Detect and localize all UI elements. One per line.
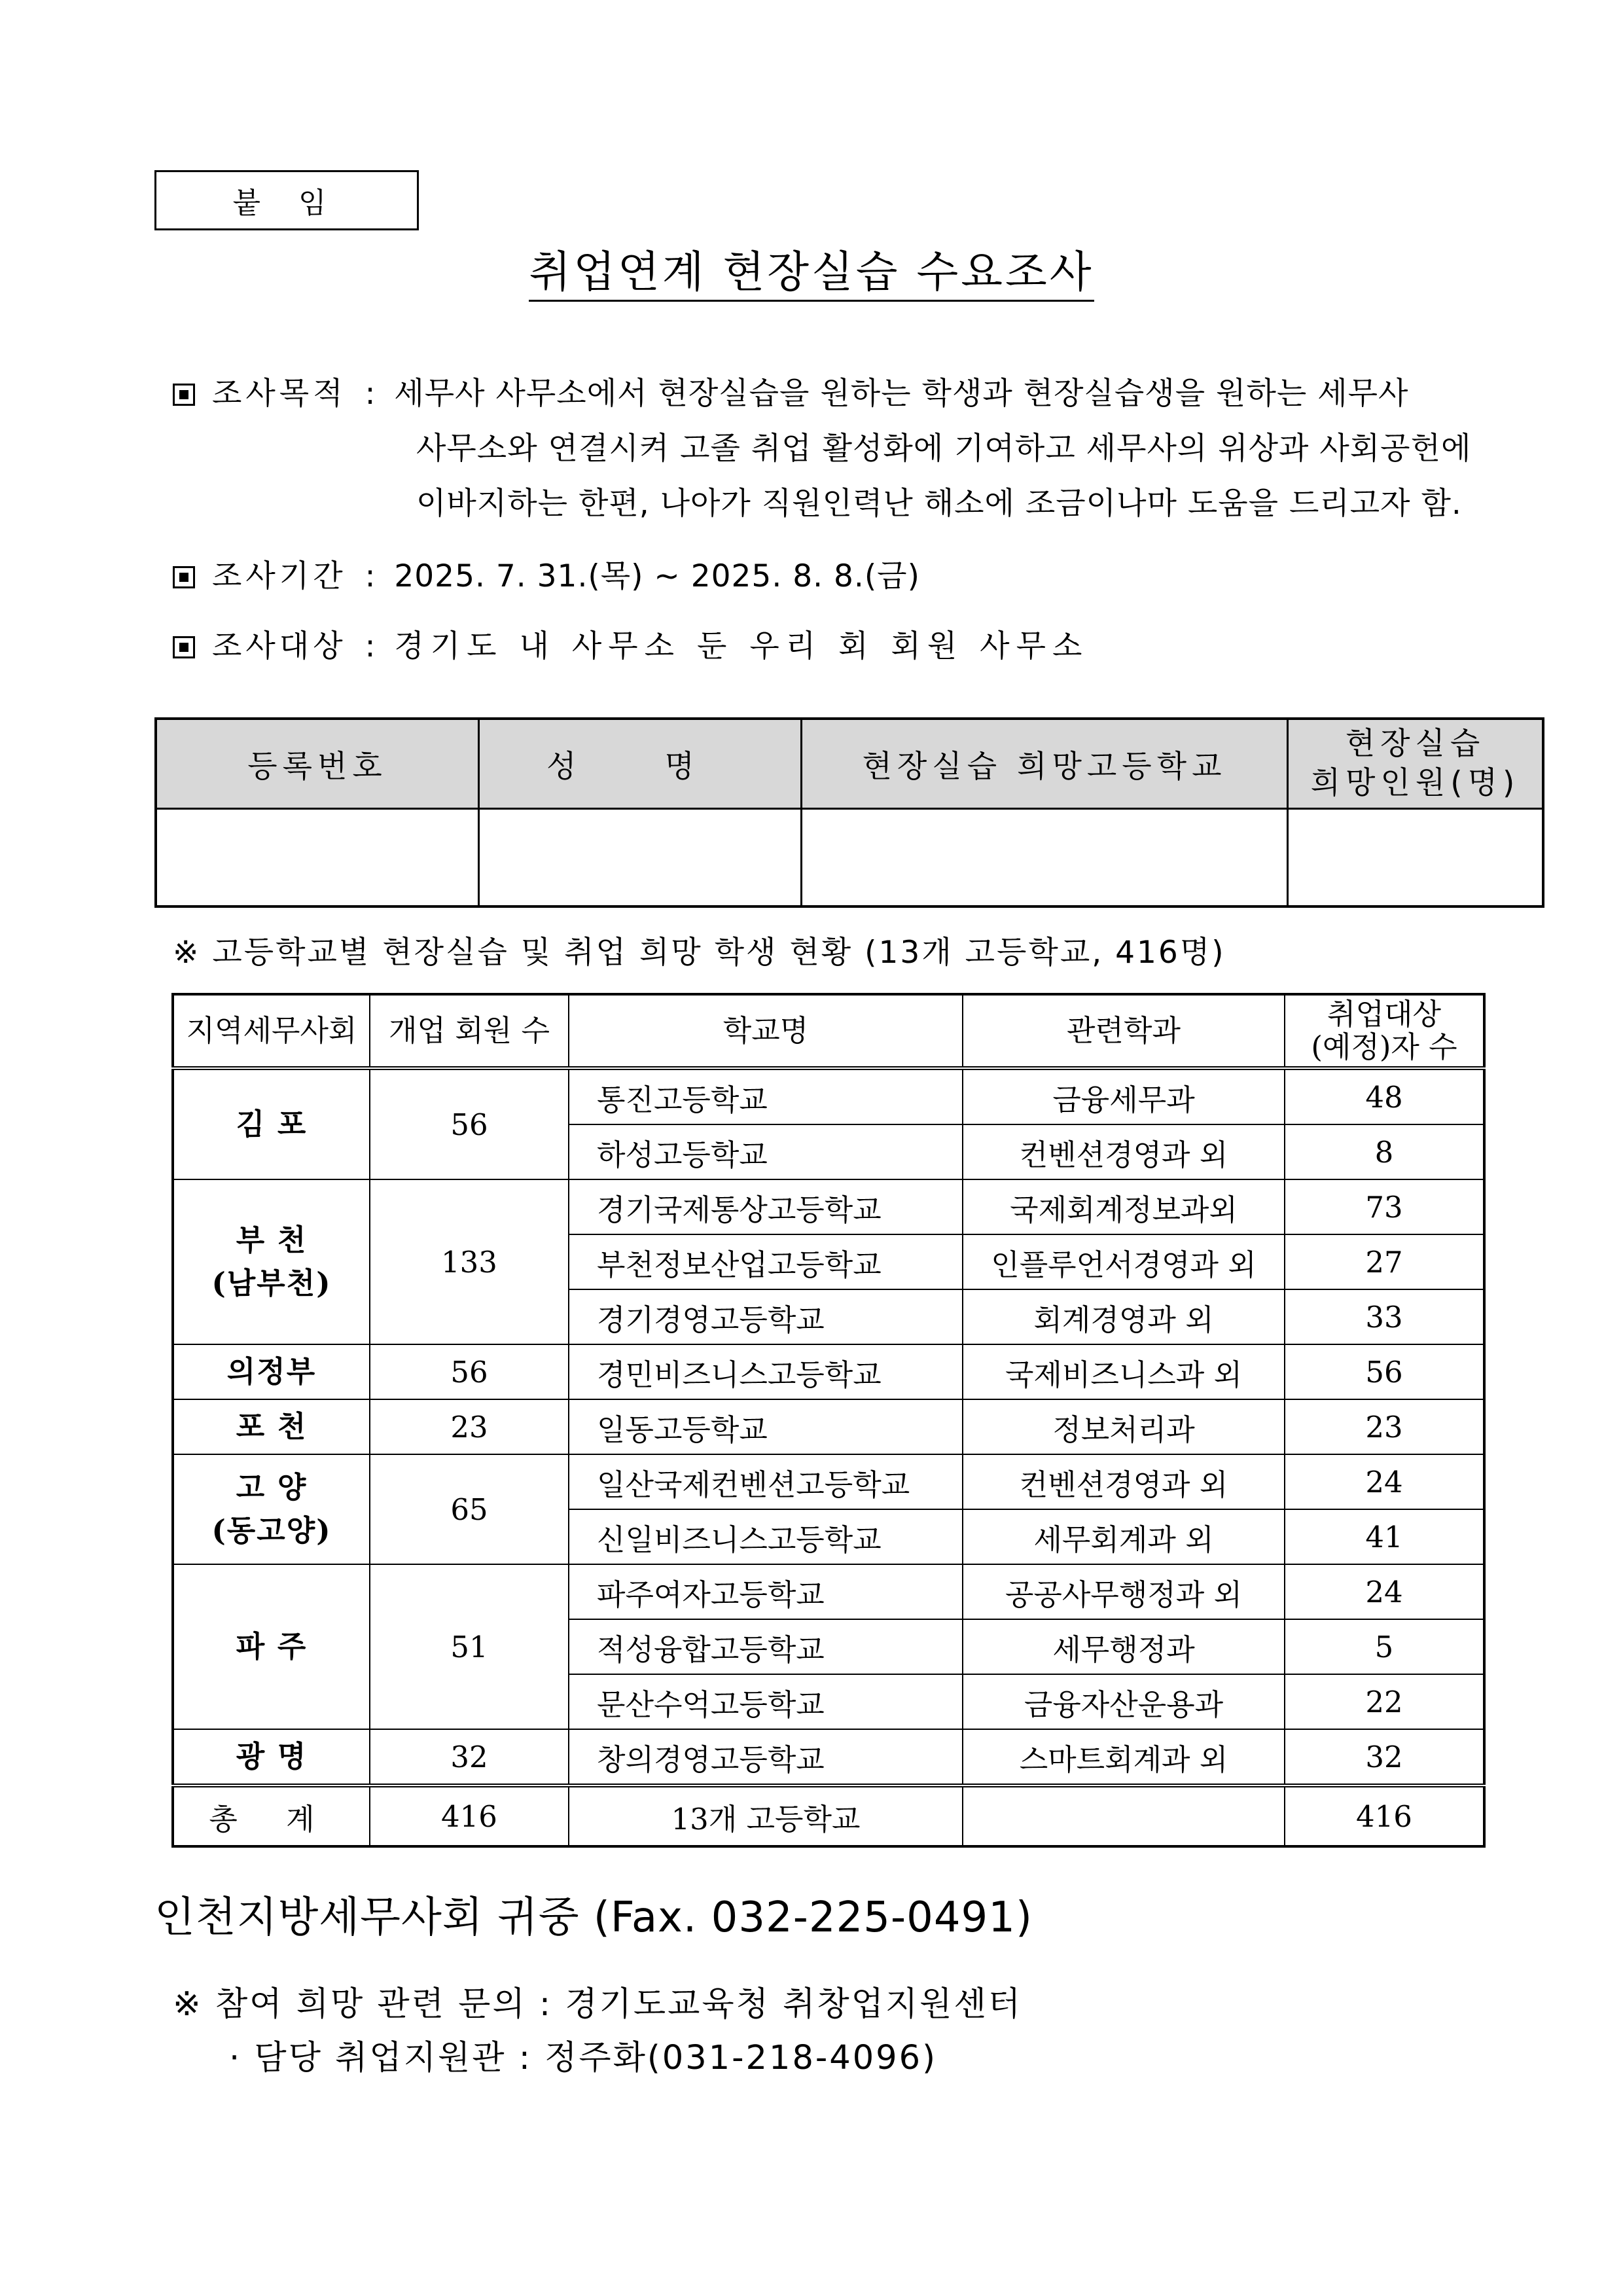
- department-cell: 컨벤션경영과 외: [963, 1124, 1285, 1179]
- header-name: 성 명: [479, 719, 802, 809]
- registration-table: [154, 717, 1544, 908]
- region-name: 김 포: [236, 1107, 308, 1141]
- name-cell[interactable]: [479, 809, 802, 907]
- inquiry-info: [173, 1978, 1022, 2085]
- table-row: [173, 1179, 1484, 1234]
- survey-target: [173, 619, 1088, 674]
- region-subname: (동고양): [211, 1513, 332, 1548]
- square-bullet-icon: [173, 566, 195, 588]
- header-desired-count-line1: 현장실습: [1345, 726, 1486, 762]
- header-registration-number: 등록번호: [156, 719, 479, 809]
- total-label: 총 계: [173, 1785, 370, 1846]
- department-cell: 세무회계과 외: [963, 1509, 1285, 1564]
- region-name: 파 주: [236, 1629, 308, 1664]
- header-student-count-line1: 취업대상: [1327, 997, 1441, 1031]
- members-cell: 32: [370, 1729, 569, 1785]
- count-cell: 32: [1285, 1729, 1484, 1785]
- header-desired-count-line2: 희망인원(명): [1310, 765, 1520, 801]
- purpose-line-2: 사무소와 연결시켜 고졸 취업 활성화에 기여하고 세무사의 위상과 사회공헌에: [416, 431, 1472, 467]
- members-cell: 23: [370, 1399, 569, 1454]
- purpose-line-1: 세무사 사무소에서 현장실습을 원하는 학생과 현장실습생을 원하는 세무사: [394, 376, 1409, 412]
- count-cell: 48: [1285, 1068, 1484, 1124]
- school-cell: 일산국제컨벤션고등학교: [569, 1454, 963, 1509]
- total-schools: 13개 고등학교: [569, 1785, 963, 1846]
- table-row: [173, 1068, 1484, 1124]
- members-cell: 65: [370, 1454, 569, 1564]
- square-bullet-icon: [173, 384, 195, 406]
- header-desired-school: 현장실습 희망고등학교: [802, 719, 1288, 809]
- count-cell: 27: [1285, 1234, 1484, 1289]
- school-cell: 창의경영고등학교: [569, 1729, 963, 1785]
- target-separator: :: [365, 628, 376, 664]
- department-cell: 국제회계정보과외: [963, 1179, 1285, 1234]
- header-student-count-line2: (예정)자 수: [1311, 1030, 1457, 1064]
- target-label: 조사대상: [212, 628, 347, 664]
- table-row: [173, 1344, 1484, 1399]
- count-cell: 8: [1285, 1124, 1484, 1179]
- school-cell: 적성융합고등학교: [569, 1619, 963, 1674]
- total-department: [963, 1785, 1285, 1846]
- department-cell: 금융자산운용과: [963, 1674, 1285, 1729]
- department-cell: 공공사무행정과 외: [963, 1564, 1285, 1619]
- department-cell: 컨벤션경영과 외: [963, 1454, 1285, 1509]
- region-cell: [173, 1344, 370, 1399]
- desired-count-cell[interactable]: [1288, 809, 1544, 907]
- region-name: 고 양: [236, 1470, 308, 1505]
- attachment-label: 붙 임: [154, 170, 419, 230]
- school-cell: 하성고등학교: [569, 1124, 963, 1179]
- members-cell: 133: [370, 1179, 569, 1344]
- members-cell: 56: [370, 1068, 569, 1179]
- target-value: 경기도 내 사무소 둔 우리 회 회원 사무소: [394, 628, 1089, 664]
- period-value: 2025. 7. 31.(목) ~ 2025. 8. 8.(금): [394, 558, 920, 594]
- header-department: 관련학과: [963, 994, 1285, 1068]
- total-members: 416: [370, 1785, 569, 1846]
- status-table-title: ※ 고등학교별 현장실습 및 취업 희망 학생 현황 (13개 고등학교, 416명): [173, 935, 1226, 971]
- inquiry-line-2: · 담당 취업지원관 : 정주화(031-218-4096): [229, 2039, 937, 2077]
- school-cell: 경기경영고등학교: [569, 1289, 963, 1344]
- members-cell: 51: [370, 1564, 569, 1729]
- square-bullet-icon: [173, 636, 195, 658]
- purpose-line-3: 이바지하는 한편, 나아가 직원인력난 해소에 조금이나마 도움을 드리고자 함.: [416, 486, 1462, 522]
- school-cell: 파주여자고등학교: [569, 1564, 963, 1619]
- total-row: [173, 1785, 1484, 1846]
- department-cell: 금융세무과: [963, 1068, 1285, 1124]
- survey-purpose: [173, 367, 1521, 531]
- count-cell: 22: [1285, 1674, 1484, 1729]
- registration-number-cell[interactable]: [156, 809, 479, 907]
- document-title: [0, 237, 1623, 299]
- desired-school-cell[interactable]: [802, 809, 1288, 907]
- inquiry-line-1: ※ 참여 희망 관련 문의 : 경기도교육청 취창업지원센터: [173, 1985, 1022, 2024]
- school-cell: 부천정보산업고등학교: [569, 1234, 963, 1289]
- status-table-body: [173, 1068, 1484, 1785]
- period-label: 조사기간: [212, 558, 347, 594]
- school-cell: 경기국제통상고등학교: [569, 1179, 963, 1234]
- school-cell: 경민비즈니스고등학교: [569, 1344, 963, 1399]
- count-cell: 5: [1285, 1619, 1484, 1674]
- region-cell: [173, 1454, 370, 1564]
- period-separator: :: [365, 558, 376, 594]
- school-cell: 문산수억고등학교: [569, 1674, 963, 1729]
- table-row: [173, 1454, 1484, 1509]
- count-cell: 73: [1285, 1179, 1484, 1234]
- region-cell: [173, 1068, 370, 1179]
- count-cell: 24: [1285, 1564, 1484, 1619]
- department-cell: 스마트회계과 외: [963, 1729, 1285, 1785]
- region-name: 광 명: [236, 1739, 308, 1774]
- header-student-count: [1285, 994, 1484, 1068]
- region-cell: [173, 1179, 370, 1344]
- department-cell: 국제비즈니스과 외: [963, 1344, 1285, 1399]
- header-members: 개업 회원 수: [370, 994, 569, 1068]
- region-name: 의정부: [226, 1354, 317, 1389]
- recipient-line: 인천지방세무사회 귀중 (Fax. 032-225-0491): [154, 1893, 1033, 1942]
- header-desired-count: [1288, 719, 1544, 809]
- table-row: [173, 1399, 1484, 1454]
- region-cell: [173, 1399, 370, 1454]
- purpose-label: 조사목적: [212, 376, 347, 412]
- school-cell: 일동고등학교: [569, 1399, 963, 1454]
- region-subname: (남부천): [211, 1266, 332, 1300]
- table-row: [173, 1564, 1484, 1619]
- header-school: 학교명: [569, 994, 963, 1068]
- region-name: 포 천: [236, 1409, 308, 1444]
- document-title-text: 취업연계 현장실습 수요조사: [529, 247, 1094, 302]
- region-name: 부 천: [236, 1223, 308, 1257]
- count-cell: 33: [1285, 1289, 1484, 1344]
- count-cell: 23: [1285, 1399, 1484, 1454]
- department-cell: 정보처리과: [963, 1399, 1285, 1454]
- count-cell: 41: [1285, 1509, 1484, 1564]
- count-cell: 24: [1285, 1454, 1484, 1509]
- department-cell: 인플루언서경영과 외: [963, 1234, 1285, 1289]
- table-row: [173, 1729, 1484, 1785]
- region-cell: [173, 1564, 370, 1729]
- department-cell: 회계경영과 외: [963, 1289, 1285, 1344]
- purpose-separator: :: [365, 376, 376, 412]
- header-region: 지역세무사회: [173, 994, 370, 1068]
- school-cell: 신일비즈니스고등학교: [569, 1509, 963, 1564]
- count-cell: 56: [1285, 1344, 1484, 1399]
- department-cell: 세무행정과: [963, 1619, 1285, 1674]
- survey-period: [173, 549, 920, 604]
- total-count: 416: [1285, 1785, 1484, 1846]
- region-cell: [173, 1729, 370, 1785]
- school-status-table: [171, 993, 1486, 1848]
- members-cell: 56: [370, 1344, 569, 1399]
- school-cell: 통진고등학교: [569, 1068, 963, 1124]
